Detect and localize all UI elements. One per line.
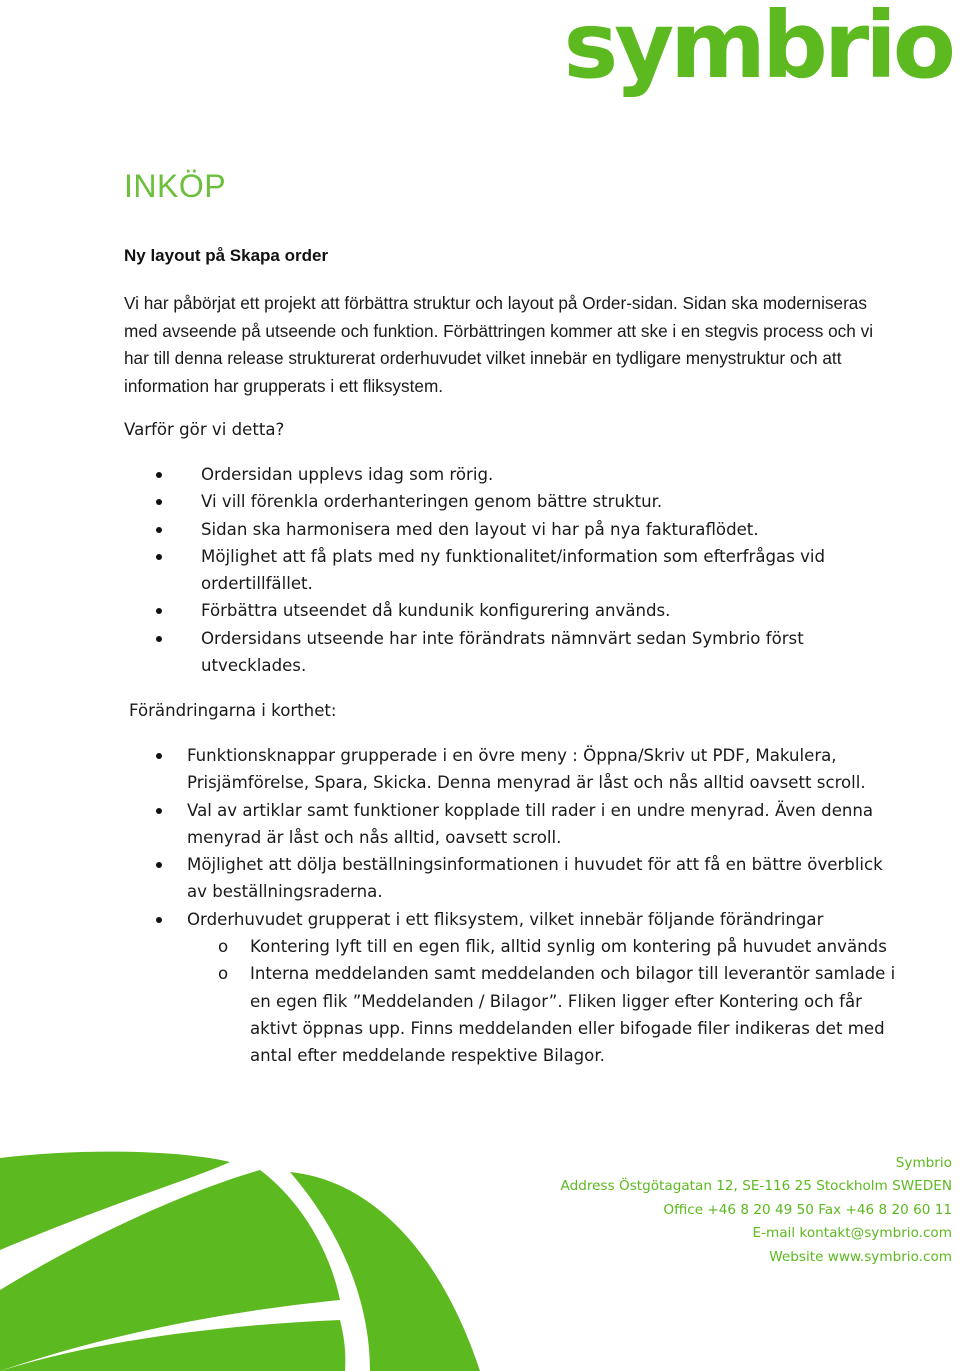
list-item: Möjlighet att få plats med ny funktionalitet/information som efterfrågas vid ordertillfället. [201, 543, 841, 598]
list-item: Möjlighet att dölja beställningsinformationen i huvudet för att få en bättre överblick av beställningsraderna. [187, 851, 902, 906]
bullet-icon [156, 499, 162, 505]
bullet-icon [156, 636, 162, 642]
changes-list [187, 742, 902, 1070]
page-title: INKÖP [124, 168, 227, 204]
bullet-icon [156, 608, 162, 614]
sub-list-item: o Interna meddelanden samt meddelanden och bilagor till leverantör samlade i en egen flik ”Meddelanden / Bilagor”. Fliken ligger efter Kontering och får aktivt öppnas upp. Finns meddelanden eller bifogade filer indikeras det med antal efter meddelande respektive Bilagor. [250, 960, 902, 1069]
bullet-icon [156, 917, 162, 923]
list-item: Förbättra utseendet då kundunik konfigurering används. [201, 597, 901, 624]
footer-phone: Office +46 8 20 49 50 Fax +46 8 20 60 11 [663, 1201, 952, 1218]
circle-bullet-icon: o [218, 937, 229, 957]
footer-website[interactable]: Website www.symbrio.com [769, 1248, 952, 1265]
list-item: Ordersidan upplevs idag som rörig. [201, 461, 901, 488]
why-heading: Varför gör vi detta? [124, 420, 285, 439]
footer-company: Symbrio [895, 1155, 952, 1171]
why-list [201, 461, 901, 679]
footer-email[interactable]: E-mail kontakt@symbrio.com [752, 1225, 952, 1242]
list-item: Sidan ska harmonisera med den layout vi har på nya fakturaflödet. [201, 516, 901, 543]
footer-contact [561, 1152, 952, 1269]
changes-sublist [187, 933, 902, 1069]
list-item: Val av artiklar samt funktioner kopplade till rader i en undre menyrad. Även denna menyrad är låst och nås alltid, oavsett scroll. [187, 797, 877, 852]
footer-address: Address Östgötagatan 12, SE-116 25 Stockholm SWEDEN [560, 1178, 952, 1195]
intro-paragraph: Vi har påbörjat ett projekt att förbättra struktur och layout på Order-sidan. Sidan ska moderniseras med avseende på utseende och funktion. Förbättringen kommer att ske i en stegvis process och vi har till denna release strukturerat orderhuvudet vilket innebär en tydligare menystruktur och att information har grupperats i ett fliksystem. [124, 293, 874, 396]
changes-heading: Förändringarna i korthet: [129, 701, 337, 720]
bullet-icon [156, 527, 162, 533]
list-item: Vi vill förenkla orderhanteringen genom bättre struktur. [201, 488, 901, 515]
sub-list-item: o Kontering lyft till en egen flik, alltid synlig om kontering på huvudet används [250, 933, 902, 960]
bullet-icon [156, 472, 162, 478]
list-item: Ordersidans utseende har inte förändrats nämnvärt sedan Symbrio först utvecklades. [201, 625, 821, 680]
bullet-icon [156, 554, 162, 560]
bullet-icon [156, 808, 162, 814]
bullet-icon [156, 862, 162, 868]
bullet-icon [156, 753, 162, 759]
list-item: Orderhuvudet grupperat i ett fliksystem, vilket innebär följande förändringar o Kontering lyft till en egen flik, alltid synlig om kontering på huvudet används o Interna meddelanden samt meddelanden och bilagor till leverantör samlade i en egen flik ”Meddelanden / Bilagor”. Fliken ligger efter Kontering och får aktivt öppnas upp. Finns meddelanden eller bifogade filer indikeras det med antal efter meddelande respektive Bilagor. [187, 906, 902, 1070]
symbrio-logo: symbrio [563, 0, 952, 99]
section-title: Ny layout på Skapa order [124, 246, 329, 265]
footer-leaf-graphic [0, 1140, 500, 1371]
circle-bullet-icon: o [218, 964, 229, 984]
list-item: Funktionsknappar grupperade i en övre meny : Öppna/Skriv ut PDF, Makulera, Prisjämförelse, Spara, Skicka. Denna menyrad är låst och nås alltid oavsett scroll. [187, 742, 902, 797]
